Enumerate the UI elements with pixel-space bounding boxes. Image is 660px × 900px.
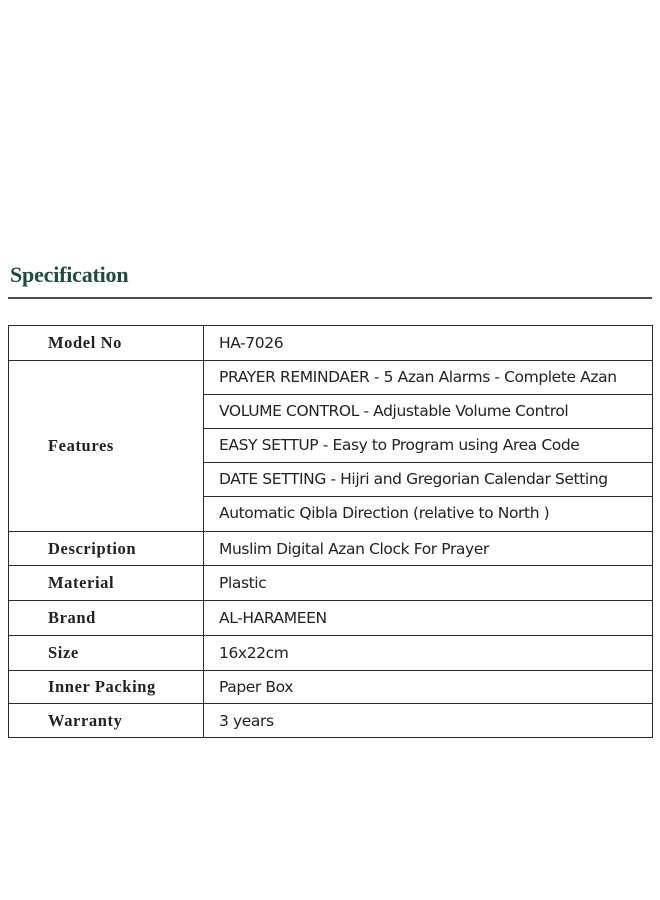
feature-item-prayer-reminder: PRAYER REMINDAER - 5 Azan Alarms - Complete Azan xyxy=(204,361,652,395)
row-label-brand: Brand xyxy=(9,601,204,636)
feature-item-easy-setup: EASY SETTUP - Easy to Program using Area Code xyxy=(204,429,652,463)
row-value-material: Plastic xyxy=(204,566,653,601)
row-value-brand: AL-HARAMEEN xyxy=(204,601,653,636)
feature-item-qibla-direction: Automatic Qibla Direction (relative to North ) xyxy=(219,504,550,522)
table-row-model xyxy=(9,326,653,361)
table-row-warranty xyxy=(9,704,653,738)
feature-item-volume-control: VOLUME CONTROL - Adjustable Volume Control xyxy=(204,395,652,429)
row-label-inner-packing: Inner Packing xyxy=(9,671,204,704)
table-row-description xyxy=(9,532,653,566)
row-label-description: Description xyxy=(9,532,204,566)
row-value-inner-packing: Paper Box xyxy=(204,671,653,704)
table-row-inner-packing xyxy=(9,671,653,704)
table-row-brand xyxy=(9,601,653,636)
specification-table xyxy=(8,325,653,738)
feature-item-date-setting: DATE SETTING - Hijri and Gregorian Calendar Setting xyxy=(204,463,652,497)
row-label-material: Material xyxy=(9,566,204,601)
table-row-size xyxy=(9,636,653,671)
page-title: Specification xyxy=(10,262,129,287)
row-label-model: Model No xyxy=(9,326,204,361)
row-value-description: Muslim Digital Azan Clock For Prayer xyxy=(204,532,653,566)
row-label-warranty: Warranty xyxy=(9,704,204,738)
table-row-material xyxy=(9,566,653,601)
row-label-features: Features xyxy=(9,361,204,532)
heading-divider xyxy=(8,297,652,299)
row-value-size: 16x22cm xyxy=(204,636,653,671)
row-value-features xyxy=(204,361,653,532)
row-label-size: Size xyxy=(9,636,204,671)
row-value-warranty: 3 years xyxy=(204,704,653,738)
row-value-model: HA-7026 xyxy=(204,326,653,361)
table-row-features xyxy=(9,361,653,532)
